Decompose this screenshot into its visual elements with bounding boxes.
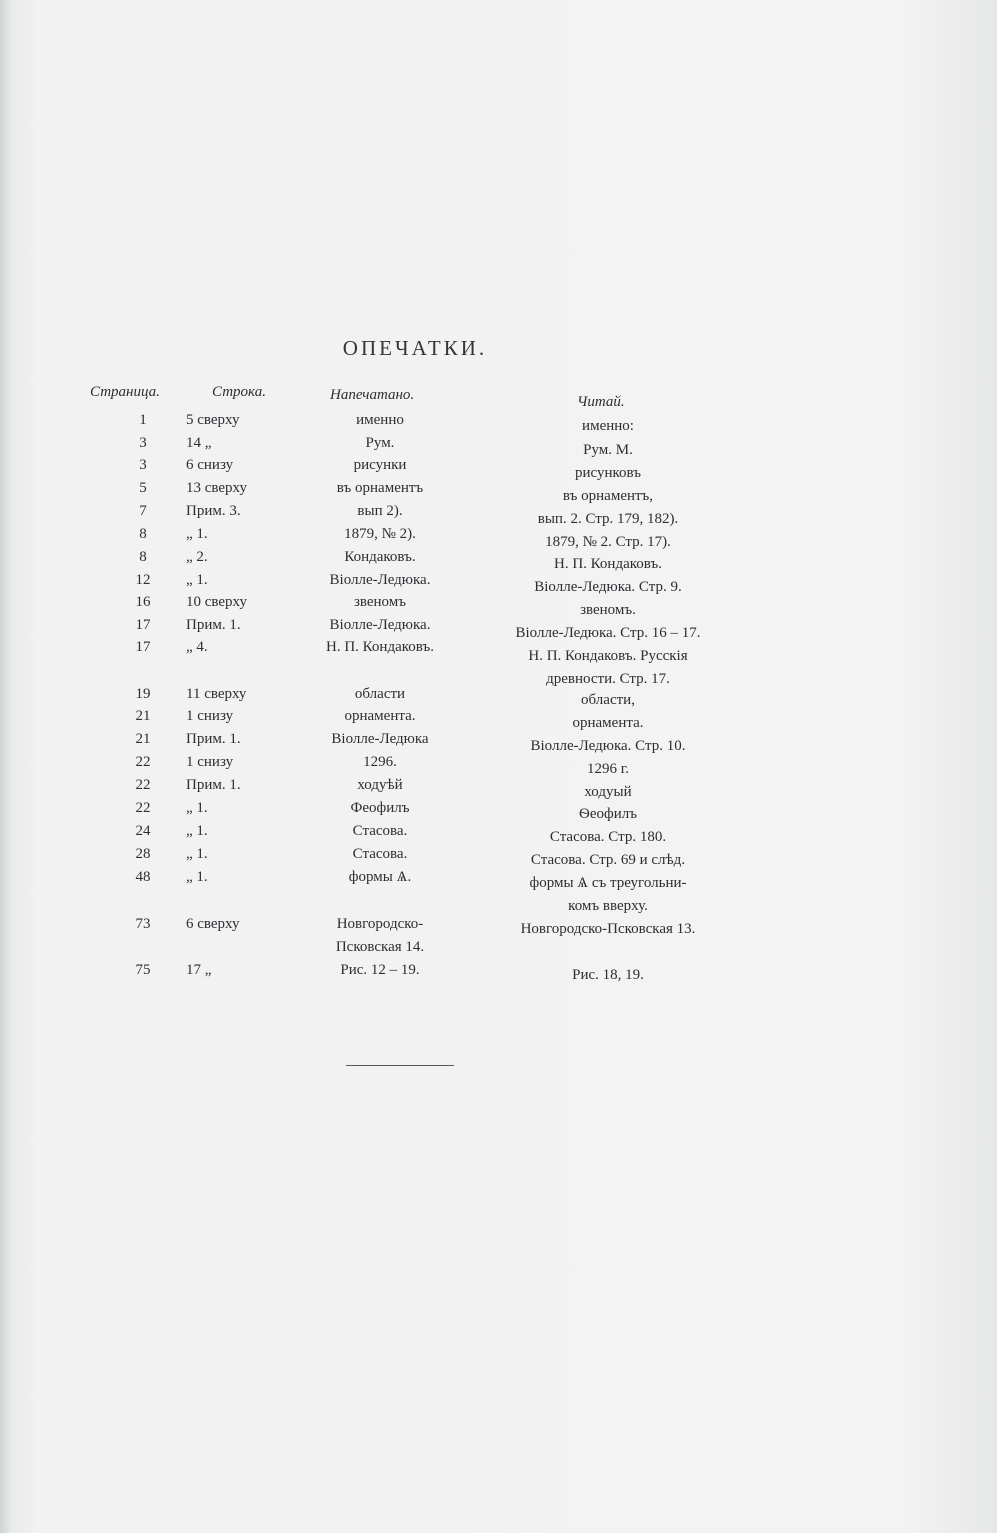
cell-line: 1 снизу [186,754,234,770]
cell-page: 21 [135,731,151,747]
cell-printed: 1879, № 2). [344,526,416,542]
cell-page: 48 [135,869,151,885]
cell-printed: 1296. [363,754,397,770]
cell-line: 1 снизу [186,708,234,724]
cell-printed: орнамента. [344,708,416,724]
cell-read: орнамента. [572,715,644,731]
cell-read: Стасова. Стр. 69 и слѣд. [530,852,686,868]
cell-printed: Рис. 12 – 19. [340,962,420,978]
cell-page: 17 [135,617,151,633]
header-printed: Напечатано. [330,387,415,403]
cell-page: 12 [135,572,151,588]
cell-read: области, [581,692,635,708]
cell-page: 7 [139,503,147,519]
cell-read: Стасова. Стр. 180. [549,829,667,845]
cell-read: Ѳеофилъ [579,806,637,822]
cell-page: 24 [135,823,151,839]
cell-read: звеномъ. [580,602,636,618]
page-edge [0,0,10,1533]
cell-page: 28 [135,846,151,862]
cell-page: 73 [135,916,151,932]
cell-printed: Віолле-Ледюка [331,731,429,747]
cell-line: 17 „ [186,962,212,978]
cell-page: 22 [135,754,151,770]
cell-printed: Кондаковъ. [344,549,416,565]
cell-page: 22 [135,800,151,816]
cell-printed: области [354,686,406,702]
cell-read: Н. П. Кондаковъ. Русскія [528,648,688,664]
cell-printed: именно [356,412,404,428]
cell-read: формы Ѧ съ треугольни- [529,875,687,891]
cell-line: „ 1. [186,800,208,816]
cell-printed: ходуѣй [357,777,403,793]
cell-read: вып. 2. Стр. 179, 182). [537,511,679,527]
cell-read: рисунковъ [574,465,641,481]
cell-printed: Стасова. [352,823,408,839]
cell-read: Рис. 18, 19. [572,967,644,983]
cell-printed: Віолле-Ледюка. [329,617,431,633]
cell-line: „ 1. [186,869,208,885]
cell-printed: звеномъ [353,594,407,610]
cell-printed: рисунки [353,457,407,473]
cell-read: именно: [582,418,634,434]
header-page: Страница. [90,384,160,400]
header-line: Строка. [212,384,266,400]
cell-page: 17 [135,639,151,655]
cell-line: 13 сверху [186,480,247,496]
cell-page: 1 [139,412,147,428]
cell-page: 5 [139,480,147,496]
cell-printed: Феофилъ [350,800,410,816]
cell-printed: Н. П. Кондаковъ. [326,639,434,655]
cell-read: 1296 г. [587,761,629,777]
cell-line: 10 сверху [186,594,247,610]
cell-read: Віолле-Ледюка. Стр. 9. [534,579,682,595]
cell-line: „ 4. [186,639,208,655]
cell-line: „ 1. [186,572,208,588]
cell-printed: Псковская 14. [335,939,425,955]
cell-read: комъ вверху. [568,898,648,914]
cell-page: 19 [135,686,151,702]
cell-line: „ 1. [186,526,208,542]
cell-printed: Новгородско- [336,916,424,932]
cell-page: 8 [139,526,147,542]
closing-rule [346,1065,454,1066]
cell-printed: Рум. [365,435,395,451]
cell-read: древности. Стр. 17. [546,671,670,687]
cell-line: Прим. 1. [186,731,241,747]
cell-read: Віолле-Ледюка. Стр. 10. [530,738,686,754]
cell-line: Прим. 1. [186,617,241,633]
cell-line: 6 снизу [186,457,234,473]
cell-read: Віолле-Ледюка. Стр. 16 – 17. [515,625,701,641]
cell-read: Н. П. Кондаковъ. [554,556,662,572]
cell-line: 14 „ [186,435,212,451]
cell-page: 3 [139,435,147,451]
cell-line: Прим. 3. [186,503,241,519]
cell-read: Рум. М. [583,442,633,458]
cell-line: „ 1. [186,846,208,862]
cell-line: „ 2. [186,549,208,565]
cell-line: „ 1. [186,823,208,839]
header-read: Читай. [577,394,625,410]
cell-line: 5 сверху [186,412,240,428]
cell-page: 21 [135,708,151,724]
cell-page: 16 [135,594,151,610]
cell-page: 3 [139,457,147,473]
cell-printed: формы Ѧ. [348,869,412,885]
cell-read: въ орнаментъ, [562,488,654,504]
cell-page: 75 [135,962,151,978]
cell-read: Новгородско-Псковская 13. [520,921,696,937]
cell-line: 6 сверху [186,916,240,932]
page-title: ОПЕЧАТКИ. [342,336,488,360]
cell-printed: въ орнаментъ [336,480,424,496]
cell-page: 22 [135,777,151,793]
cell-page: 8 [139,549,147,565]
cell-read: ходуый [584,784,632,800]
cell-printed: Віолле-Ледюка. [329,572,431,588]
cell-line: 11 сверху [186,686,247,702]
cell-line: Прим. 1. [186,777,241,793]
cell-printed: вып 2). [357,503,403,519]
cell-printed: Стасова. [352,846,408,862]
cell-read: 1879, № 2. Стр. 17). [545,534,671,550]
